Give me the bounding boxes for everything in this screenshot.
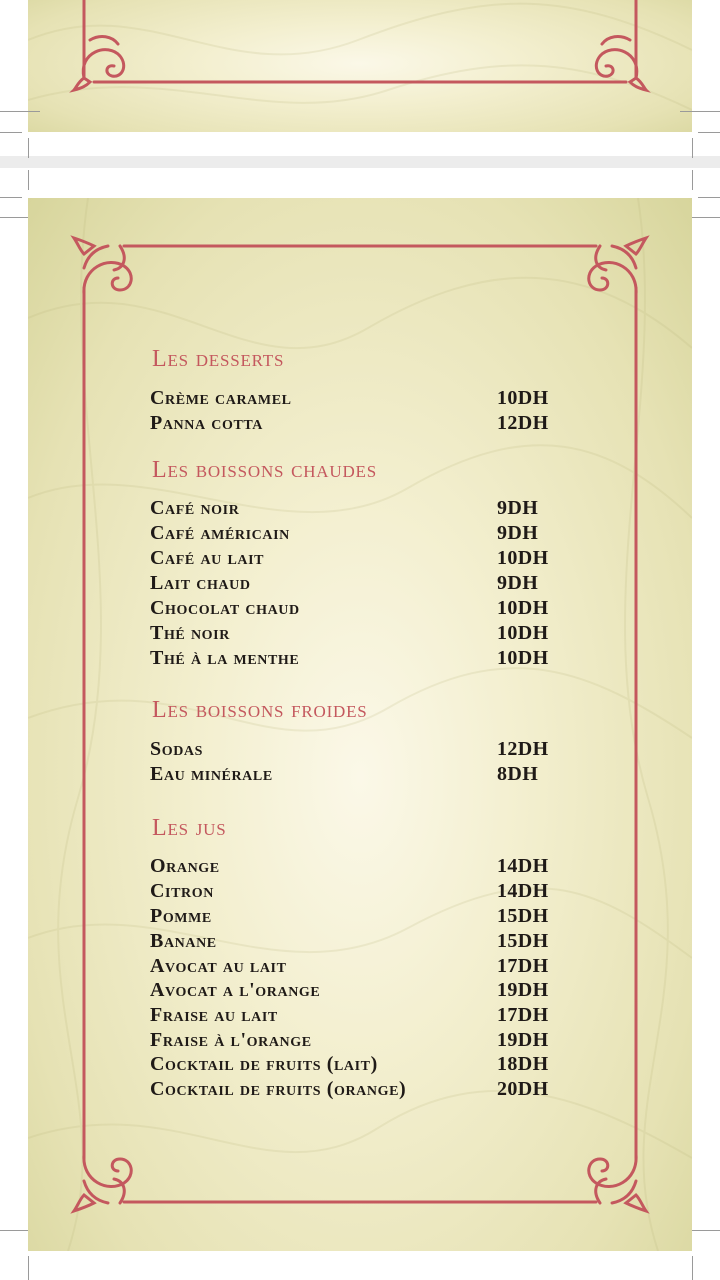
crop-mark <box>0 111 40 112</box>
item-price: 8DH <box>497 763 539 785</box>
item-price: 14DH <box>497 855 549 877</box>
item-name: Fraise au lait <box>150 1004 278 1026</box>
menu-item <box>150 1029 570 1054</box>
crop-mark <box>28 1256 29 1280</box>
item-price: 9DH <box>497 497 539 519</box>
item-name: Cocktail de fruits (orange) <box>150 1078 407 1100</box>
menu-item <box>150 647 570 672</box>
menu-item <box>150 855 570 880</box>
menu-item <box>150 763 570 788</box>
menu-item <box>150 412 570 437</box>
crop-mark <box>0 197 22 198</box>
item-price: 15DH <box>497 905 549 927</box>
item-price: 12DH <box>497 738 549 760</box>
item-name: Pomme <box>150 905 212 927</box>
menu-item <box>150 880 570 905</box>
item-price: 12DH <box>497 412 549 434</box>
item-name: Thé noir <box>150 622 230 644</box>
item-name: Avocat au lait <box>150 955 287 977</box>
menu-item <box>150 1004 570 1029</box>
previous-menu-page <box>28 0 692 132</box>
crop-mark <box>692 170 693 190</box>
item-price: 17DH <box>497 1004 549 1026</box>
menu-item <box>150 387 570 412</box>
page-gap <box>0 156 720 168</box>
item-price: 19DH <box>497 979 549 1001</box>
section-title-jus: Les jus <box>152 815 227 841</box>
item-price: 10DH <box>497 387 549 409</box>
crop-mark <box>698 132 720 133</box>
menu-item <box>150 1078 570 1103</box>
item-name: Chocolat chaud <box>150 597 300 619</box>
item-price: 10DH <box>497 597 549 619</box>
item-name: Citron <box>150 880 214 902</box>
crop-mark <box>28 138 29 158</box>
section-title-boissons-chaudes: Les boissons chaudes <box>152 457 377 483</box>
item-price: 9DH <box>497 522 539 544</box>
item-name: Crème caramel <box>150 387 292 409</box>
item-name: Lait chaud <box>150 572 251 594</box>
menu-item <box>150 597 570 622</box>
menu-item <box>150 1053 570 1078</box>
menu-item <box>150 930 570 955</box>
menu-item <box>150 955 570 980</box>
item-price: 14DH <box>497 880 549 902</box>
item-price: 15DH <box>497 930 549 952</box>
item-price: 18DH <box>497 1053 549 1075</box>
item-name: Sodas <box>150 738 204 760</box>
item-price: 10DH <box>497 547 549 569</box>
crop-mark <box>28 170 29 190</box>
menu-item <box>150 979 570 1004</box>
menu-item <box>150 572 570 597</box>
menu-item <box>150 905 570 930</box>
crop-mark <box>0 132 22 133</box>
menu-item <box>150 738 570 763</box>
menu-item <box>150 522 570 547</box>
item-price: 9DH <box>497 572 539 594</box>
section-title-boissons-froides: Les boissons froides <box>152 697 368 723</box>
item-price: 20DH <box>497 1078 549 1100</box>
item-name: Thé à la menthe <box>150 647 300 669</box>
item-name: Panna cotta <box>150 412 264 434</box>
item-price: 10DH <box>497 622 549 644</box>
item-name: Avocat a l'orange <box>150 979 321 1001</box>
item-price: 10DH <box>497 647 549 669</box>
item-name: Café américain <box>150 522 290 544</box>
menu-item <box>150 547 570 572</box>
section-title-desserts: Les desserts <box>152 346 285 372</box>
item-name: Cocktail de fruits (lait) <box>150 1053 378 1075</box>
item-name: Eau minérale <box>150 763 273 785</box>
crop-mark <box>692 138 693 158</box>
item-name: Café au lait <box>150 547 265 569</box>
item-name: Fraise à l'orange <box>150 1029 312 1051</box>
menu-item <box>150 497 570 522</box>
crop-mark <box>692 1256 693 1280</box>
item-name: Café noir <box>150 497 240 519</box>
crop-mark <box>680 111 720 112</box>
crop-mark <box>698 197 720 198</box>
menu-item <box>150 622 570 647</box>
item-price: 17DH <box>497 955 549 977</box>
item-name: Banane <box>150 930 217 952</box>
item-price: 19DH <box>497 1029 549 1051</box>
previous-page-frame <box>28 0 692 132</box>
item-name: Orange <box>150 855 220 877</box>
